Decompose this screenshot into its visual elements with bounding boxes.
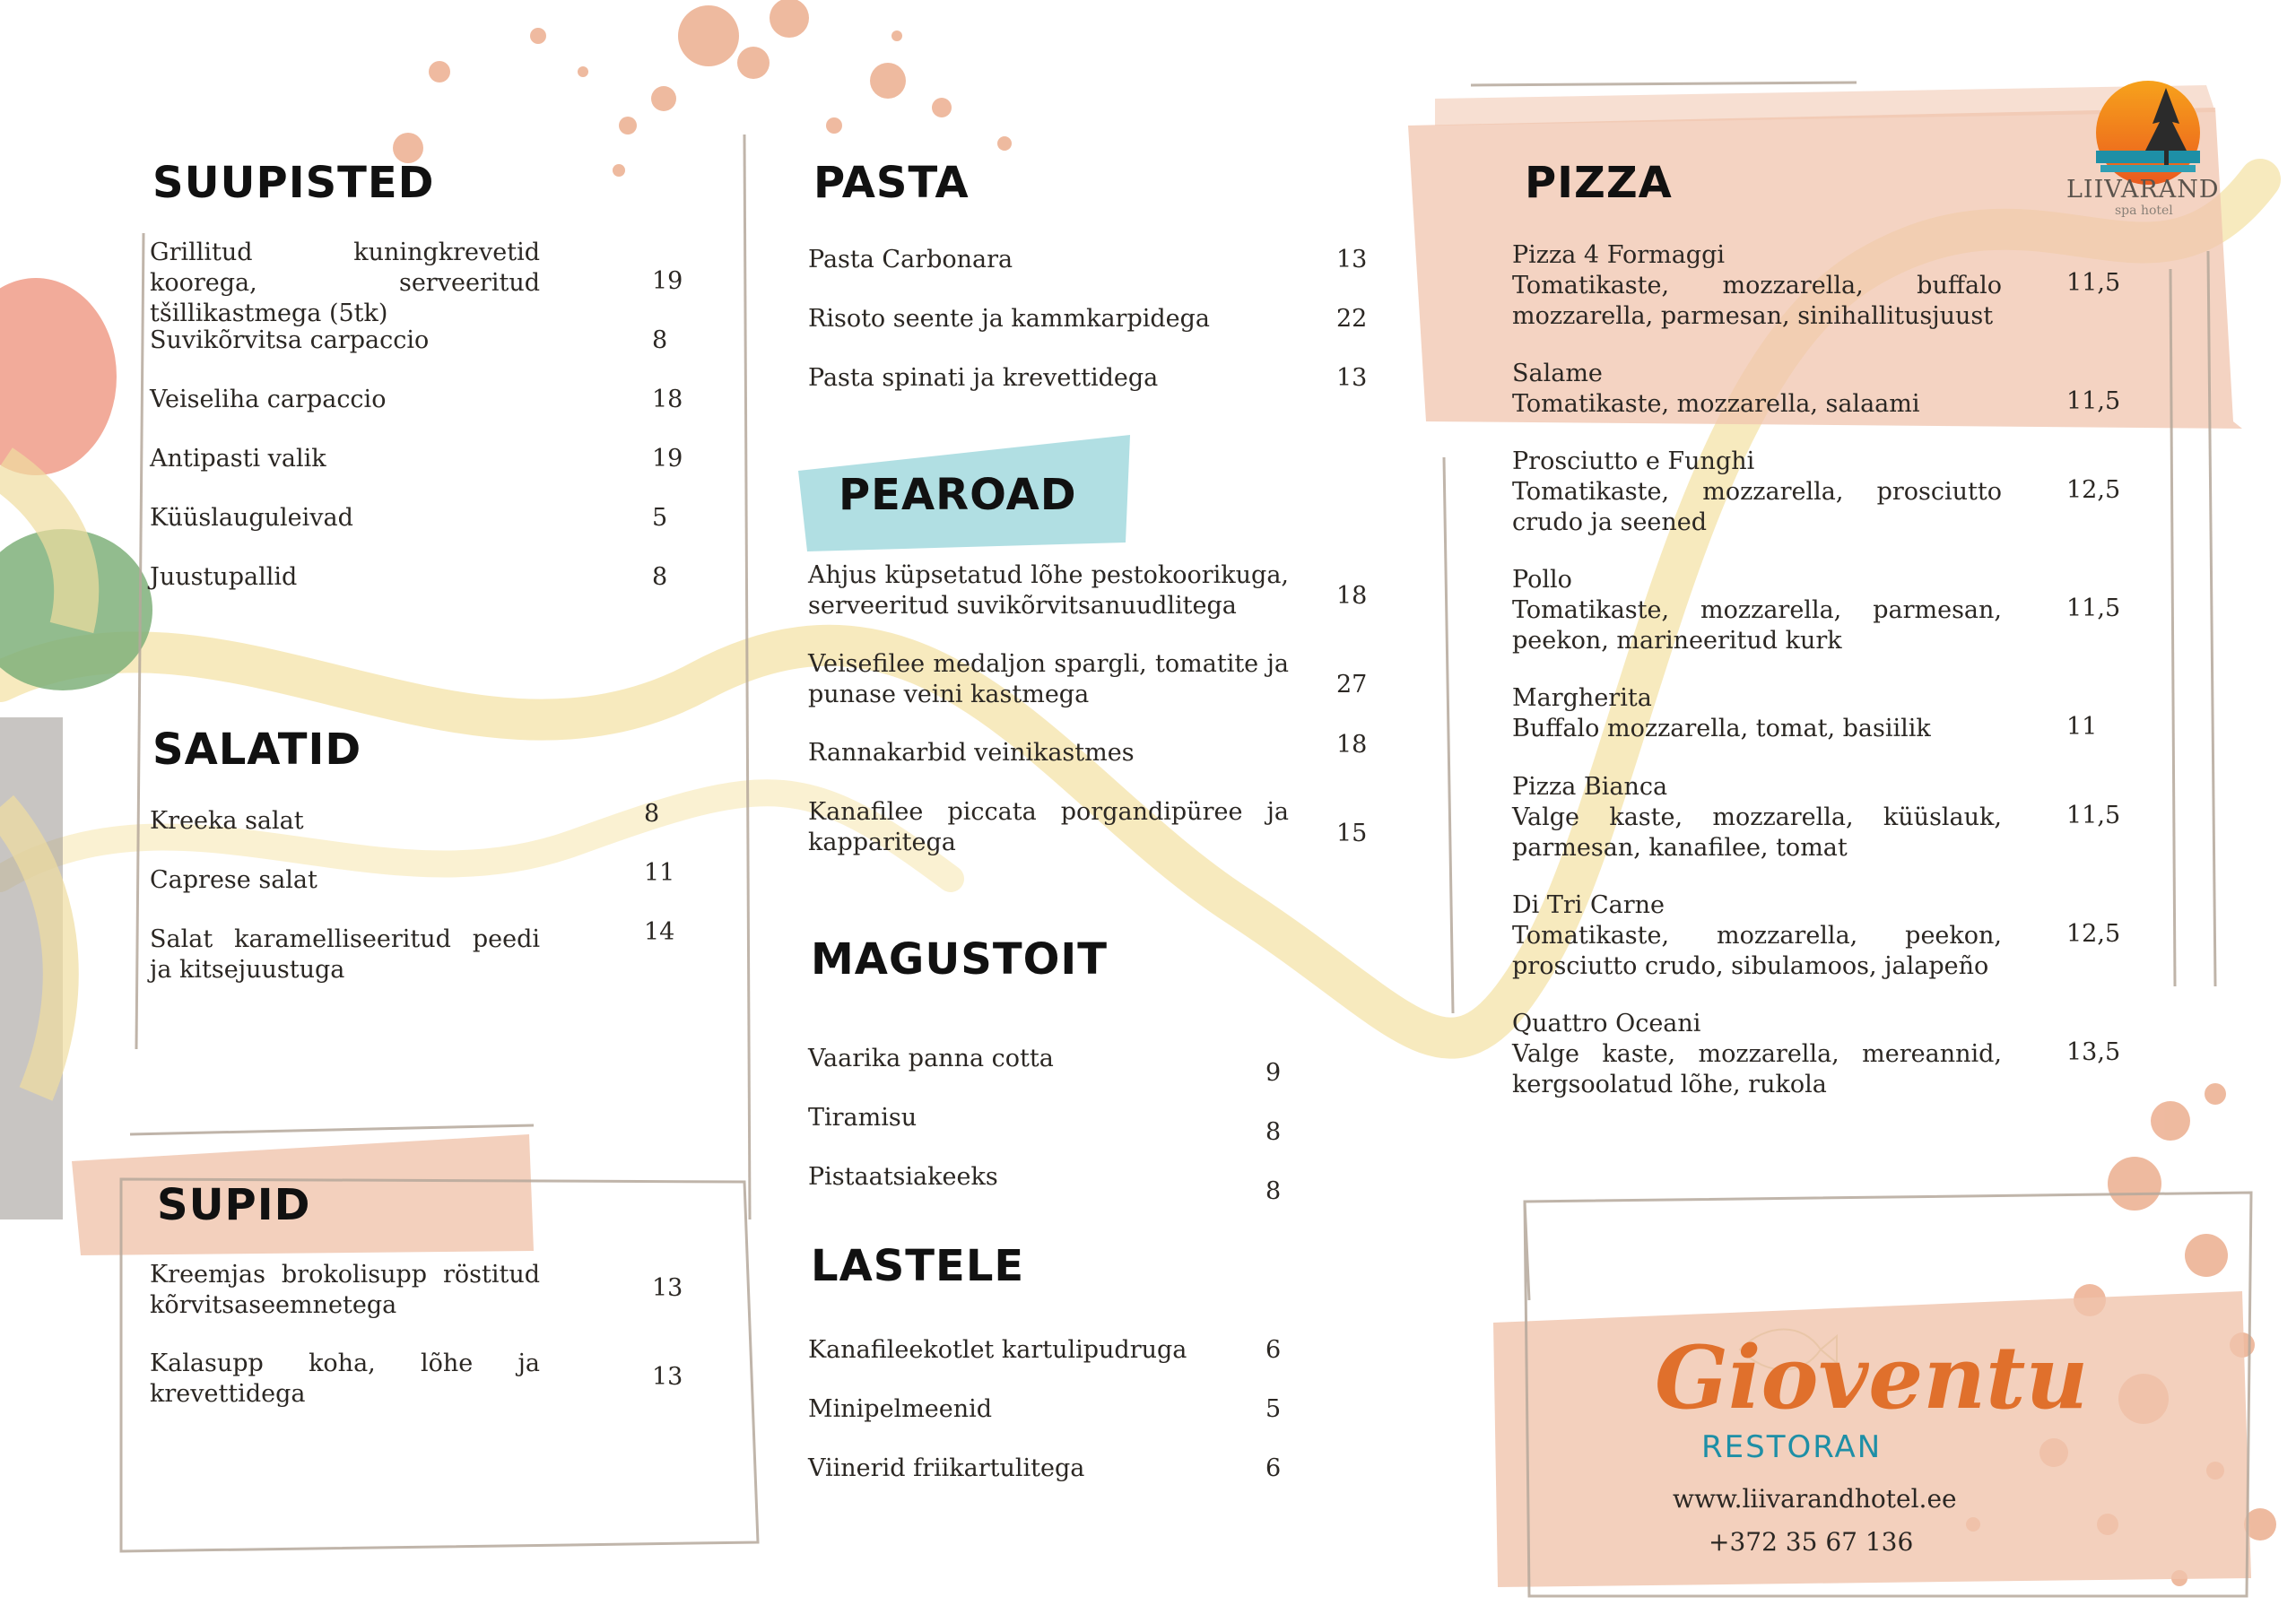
menu-item (150, 385, 386, 415)
section-title-pearoad: PEAROAD (839, 470, 1077, 520)
menu-item (808, 649, 1289, 710)
item-description: Tomatikaste, mozzarella, salaami (1512, 390, 1920, 418)
item-name: Caprese salat (150, 866, 317, 894)
tomato-image (0, 278, 117, 475)
item-price: 5 (1265, 1395, 1282, 1423)
menu-item (1512, 565, 2002, 656)
menu-item (808, 1335, 1187, 1366)
menu-item (1512, 1009, 2002, 1100)
item-price: 18 (652, 386, 683, 413)
item-name: Grillitud kuningkrevetid koorega, serveeritud tšillikastmega (5tk) (150, 239, 540, 327)
item-price: 8 (644, 800, 660, 828)
item-price: 9 (1265, 1059, 1282, 1087)
item-name: Kalasupp koha, lõhe ja krevettidega (150, 1350, 540, 1408)
menu-item (1512, 447, 2002, 538)
item-name: Quattro Oceani (1512, 1010, 1701, 1037)
menu-item (808, 797, 1289, 858)
phone-number[interactable]: +372 35 67 136 (1709, 1527, 1914, 1557)
item-name: Salat karamelliseeritud peedi ja kitsejuustuga (150, 925, 540, 984)
menu-item (150, 924, 540, 985)
item-price: 8 (652, 563, 668, 591)
menu-item (808, 1394, 992, 1425)
section-title-lastele: LASTELE (811, 1241, 1025, 1291)
menu-item (808, 1454, 1084, 1484)
item-name: Salame (1512, 360, 1603, 387)
section-title-salatid: SALATID (152, 725, 362, 775)
item-name: Juustupallid (150, 563, 298, 591)
hotel-name: LIIVARAND (2066, 176, 2220, 204)
item-price: 11 (644, 859, 675, 887)
section-title-pizza: PIZZA (1525, 158, 1673, 208)
menu-item (150, 503, 353, 534)
item-name: Pasta spinati ja krevettidega (808, 364, 1159, 392)
item-description: Buffalo mozzarella, tomat, basiilik (1512, 715, 1931, 742)
menu-item (1512, 772, 2002, 864)
item-price: 27 (1336, 671, 1368, 699)
item-price: 13 (1336, 364, 1368, 392)
section-title-suupisted: SUUPISTED (152, 158, 435, 208)
item-name: Viinerid friikartulitega (808, 1454, 1085, 1482)
menu-item (1512, 359, 2002, 420)
item-price: 15 (1336, 820, 1368, 847)
website-link[interactable]: www.liivarandhotel.ee (1673, 1484, 1957, 1514)
menu-item (150, 325, 429, 356)
item-price: 8 (1265, 1118, 1282, 1146)
item-name: Tiramisu (808, 1104, 918, 1132)
menu-item (808, 738, 1135, 768)
item-name: Veiseliha carpaccio (150, 386, 387, 413)
item-description: Tomatikaste, mozzarella, prosciutto crudo ja seened (1512, 478, 2002, 536)
item-price: 5 (652, 504, 668, 532)
item-description: Tomatikaste, mozzarella, peekon, prosciutto crudo, sibulamoos, jalapeño (1512, 922, 2002, 980)
menu-item (1512, 240, 2002, 332)
menu-item (150, 806, 304, 837)
item-name: Kanafilee piccata porgandipüree ja kapparitega (808, 798, 1289, 856)
menu-item (808, 1044, 1054, 1074)
item-price: 8 (1265, 1177, 1282, 1205)
menu-item (808, 1103, 917, 1133)
item-name: Suvikõrvitsa carpaccio (150, 326, 430, 354)
item-name: Rannakarbid veinikastmes (808, 739, 1135, 767)
item-name: Pizza Bianca (1512, 773, 1668, 801)
item-name: Margherita (1512, 684, 1652, 712)
menu-item (808, 1162, 998, 1193)
item-price: 18 (1336, 582, 1368, 610)
item-price: 13 (1336, 246, 1368, 273)
menu-item (150, 865, 317, 896)
item-name: Vaarika panna cotta (808, 1045, 1054, 1072)
menu-item (1512, 890, 2002, 982)
menu-item (1512, 683, 2002, 744)
item-price: 11,5 (2066, 269, 2121, 297)
item-price: 11,5 (2066, 595, 2121, 622)
restaurant-word: RESTORAN (1701, 1429, 1883, 1465)
section-title-pasta: PASTA (813, 158, 970, 208)
item-price: 6 (1265, 1454, 1282, 1482)
hotel-subtitle: spa hotel (2115, 204, 2173, 218)
item-name: Risoto seente ja kammkarpidega (808, 305, 1211, 333)
item-price: 13 (652, 1274, 683, 1302)
item-name: Minipelmeenid (808, 1395, 993, 1423)
menu-item (808, 245, 1013, 275)
item-price: 13,5 (2066, 1038, 2121, 1066)
item-description: Valge kaste, mozzarella, mereannid, kergsoolatud lõhe, rukola (1512, 1040, 2002, 1098)
paint-splatter-top (393, 0, 1012, 177)
item-name: Prosciutto e Funghi (1512, 447, 1755, 475)
sunset-tree-icon (2081, 79, 2215, 187)
menu-item (150, 1349, 540, 1410)
item-price: 14 (644, 918, 675, 946)
item-name: Antipasti valik (150, 445, 326, 473)
item-name: Kreemjas brokolisupp röstitud kõrvitsaseemnetega (150, 1261, 540, 1319)
item-name: Veisefilee medaljon spargli, tomatite ja punase veini kastmega (808, 650, 1289, 708)
item-name: Küüslauguleivad (150, 504, 353, 532)
section-title-supid: SUPID (157, 1180, 311, 1230)
item-price: 11 (2066, 713, 2098, 741)
item-price: 6 (1265, 1336, 1282, 1364)
menu-item (808, 560, 1289, 621)
item-price: 12,5 (2066, 476, 2121, 504)
item-description: Tomatikaste, mozzarella, parmesan, peekon, marineeritud kurk (1512, 596, 2002, 655)
item-price: 12,5 (2066, 920, 2121, 948)
item-price: 19 (652, 445, 683, 473)
menu-item (150, 444, 326, 474)
item-price: 11,5 (2066, 387, 2121, 415)
item-name: Kanafileekotlet kartulipudruga (808, 1336, 1187, 1364)
menu-item (808, 363, 1158, 394)
item-name: Pollo (1512, 566, 1572, 594)
menu-item (808, 304, 1210, 334)
menu-item (150, 562, 297, 593)
item-name: Ahjus küpsetatud lõhe pestokoorikuga, serveeritud suvikõrvitsanuudlitega (808, 561, 1289, 620)
item-price: 19 (652, 267, 683, 295)
item-price: 11,5 (2066, 802, 2121, 829)
item-description: Valge kaste, mozzarella, küüslauk, parmesan, kanafilee, tomat (1512, 803, 2002, 862)
item-name: Di Tri Carne (1512, 891, 1665, 919)
section-title-magustoit: MAGUSTOIT (811, 934, 1109, 985)
menu-item (150, 238, 540, 329)
item-name: Pizza 4 Formaggi (1512, 241, 1726, 269)
item-name: Pasta Carbonara (808, 246, 1013, 273)
restaurant-script-logo: Gioventu (1655, 1327, 2089, 1428)
item-description: Tomatikaste, mozzarella, buffalo mozzarella, parmesan, sinihallitusjuust (1512, 272, 2002, 330)
menu-item (150, 1260, 540, 1321)
item-price: 8 (652, 326, 668, 354)
item-name: Pistaatsiakeeks (808, 1163, 998, 1191)
item-price: 18 (1336, 731, 1368, 759)
item-price: 13 (652, 1363, 683, 1391)
item-price: 22 (1336, 305, 1368, 333)
item-name: Kreeka salat (150, 807, 304, 835)
